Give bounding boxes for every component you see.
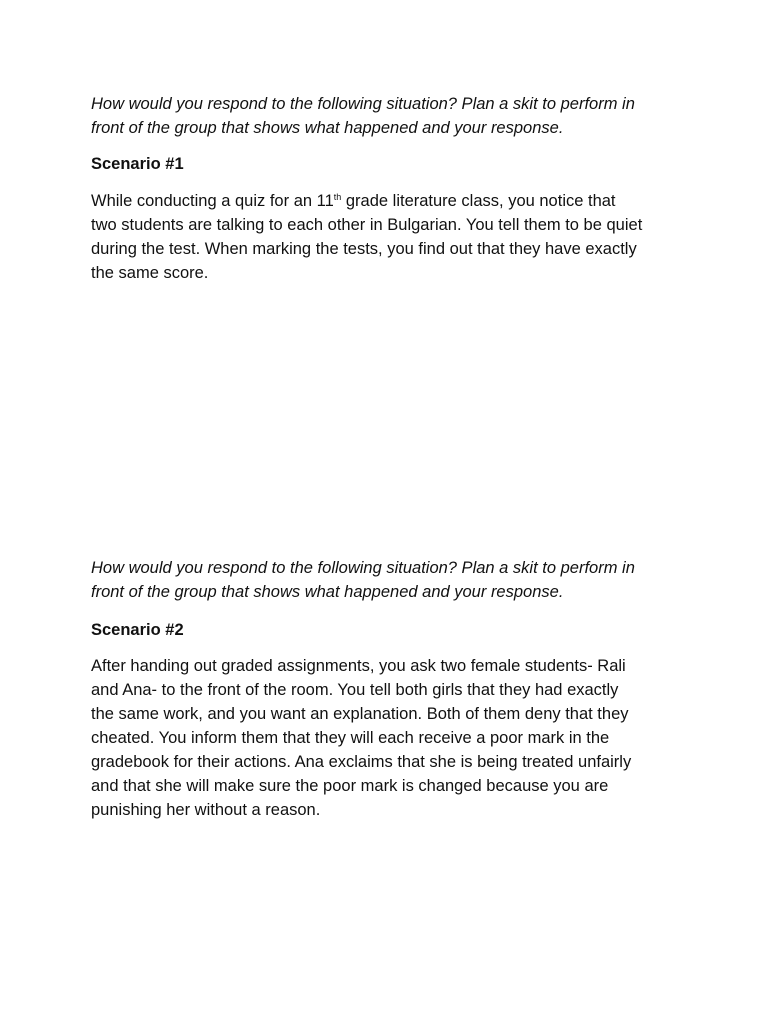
scenario-1-heading-block: [91, 152, 691, 176]
body-line: and Ana- to the front of the room. You tell both girls that they had exactly: [91, 681, 619, 699]
scenario-2-prompt: [91, 556, 691, 604]
prompt-line: How would you respond to the following situation? Plan a skit to perform in: [91, 95, 635, 113]
body-line: punishing her without a reason.: [91, 801, 321, 819]
body-line: during the test. When marking the tests, you find out that they have exactly: [91, 240, 637, 258]
body-text-fragment: While conducting a quiz for an 11: [91, 192, 334, 210]
body-line: gradebook for their actions. Ana exclaims that she is being treated unfairly: [91, 753, 632, 771]
prompt-line: front of the group that shows what happened and your response.: [91, 583, 564, 601]
body-line: the same score.: [91, 264, 209, 282]
body-line: two students are talking to each other in Bulgarian. You tell them to be quiet: [91, 216, 643, 234]
body-line: the same work, and you want an explanation. Both of them deny that they: [91, 705, 629, 723]
body-line: After handing out graded assignments, you ask two female students- Rali: [91, 657, 626, 675]
body-text-fragment: grade literature class, you notice that: [341, 192, 616, 210]
body-line: and that she will make sure the poor mark is changed because you are: [91, 777, 609, 795]
body-line: [91, 189, 691, 213]
ordinal-suffix: th: [333, 192, 342, 202]
scenario-1-body: [91, 189, 691, 285]
scenario-2-heading-block: [91, 618, 691, 642]
prompt-line: front of the group that shows what happened and your response.: [91, 119, 564, 137]
scenario-2-body: [91, 654, 691, 822]
body-line: cheated. You inform them that they will each receive a poor mark in the: [91, 729, 610, 747]
scenario-1-heading: Scenario #1: [91, 155, 184, 173]
scenario-1-prompt: [91, 92, 691, 140]
scenario-2-heading: Scenario #2: [91, 621, 184, 639]
prompt-line: How would you respond to the following situation? Plan a skit to perform in: [91, 559, 635, 577]
